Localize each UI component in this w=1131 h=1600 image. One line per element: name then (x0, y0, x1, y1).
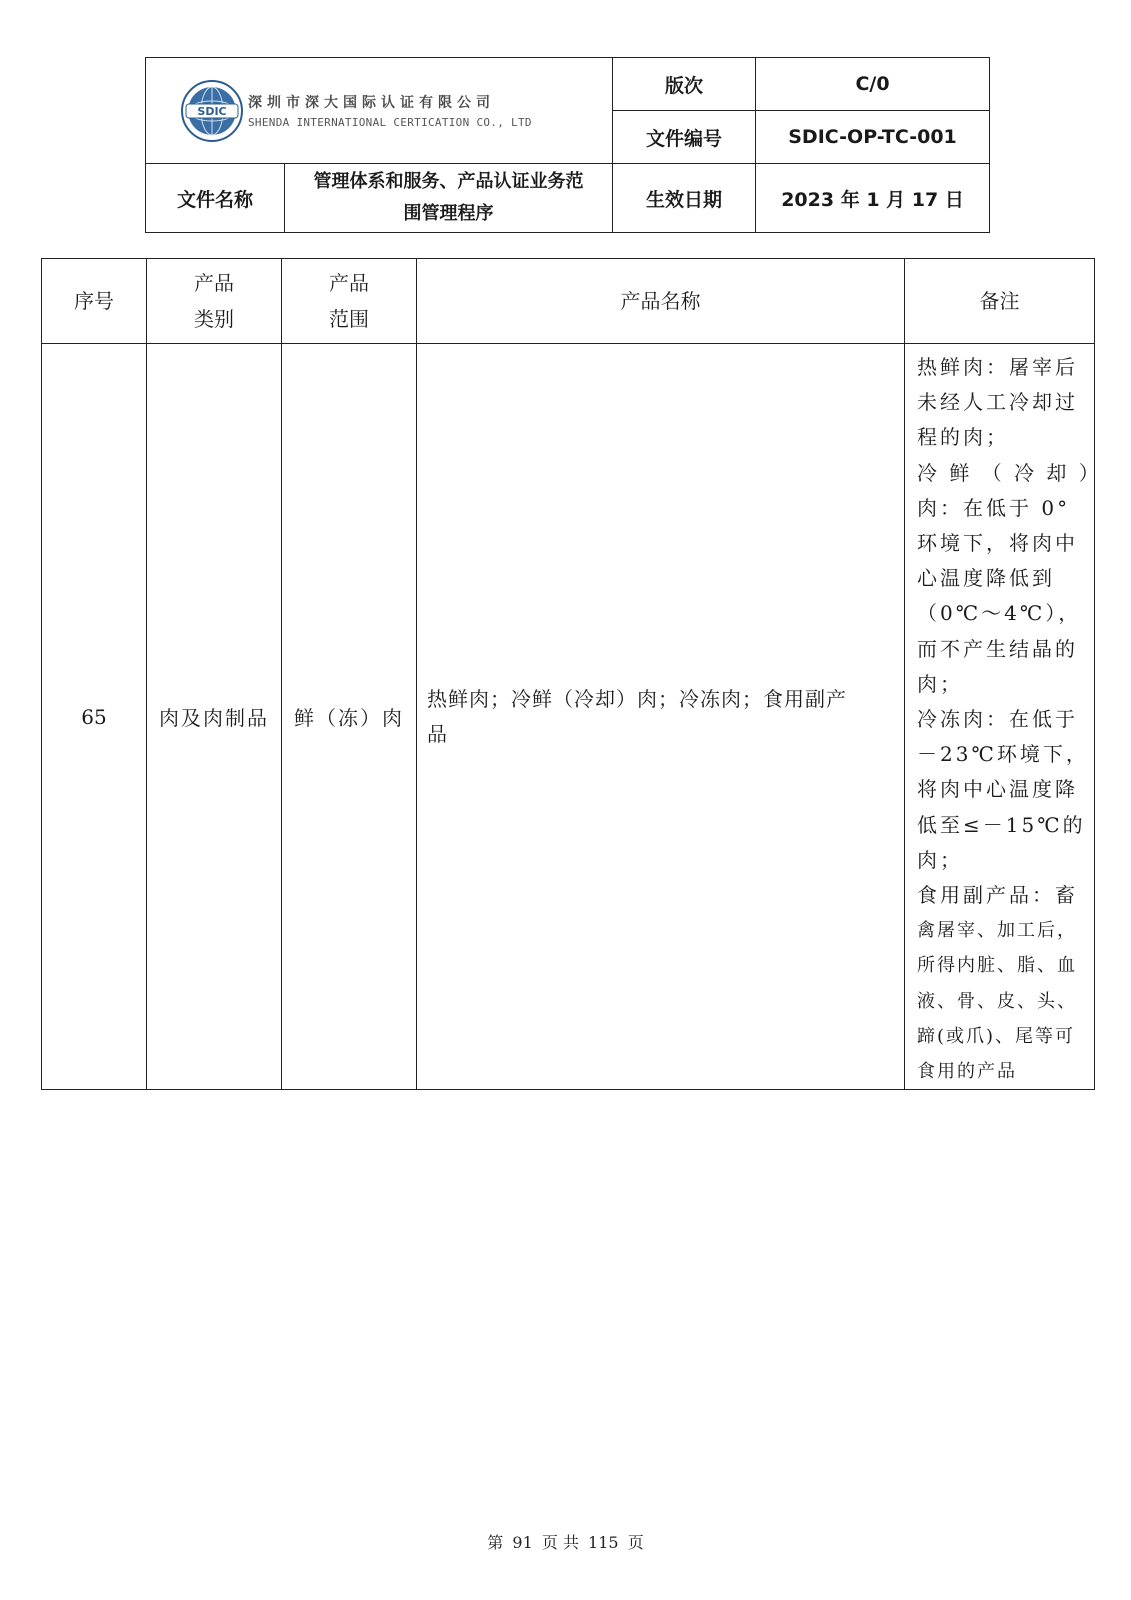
row-seq: 65 (42, 344, 147, 1090)
effective-date-value: 2023 年 1 月 17 日 (756, 164, 990, 233)
logo-text: SDIC (197, 104, 227, 118)
row-remark (905, 344, 1102, 1090)
remark-line: 环境下，将肉中 (917, 531, 1078, 556)
table-header-row (42, 259, 1095, 344)
header-scope (282, 259, 417, 344)
remark-line: 所得内脏、脂、血 (917, 955, 1077, 977)
footer-prefix: 第 (487, 1533, 504, 1552)
remark-line: 程的肉； (917, 425, 1009, 450)
remark-line: 低至≤－15℃的 (917, 812, 1086, 837)
file-name-label: 文件名称 (146, 164, 285, 233)
product-name-line-2: 品 (427, 721, 448, 746)
header-name: 产品名称 (417, 259, 905, 344)
company-logo-icon (180, 79, 244, 143)
doc-no-value: SDIC-OP-TC-001 (756, 111, 990, 164)
remark-line: 冷冻肉：在低于 (917, 707, 1078, 732)
company-name-en: SHENDA INTERNATIONAL CERTICATION CO., LTD (248, 116, 532, 129)
file-name-line-2: 围管理程序 (403, 203, 494, 224)
row-scope: 鲜（冻）肉 (282, 344, 417, 1090)
footer-suffix: 页 (627, 1533, 644, 1552)
header-seq: 序号 (42, 259, 147, 344)
remark-line: 热鲜肉：屠宰后 (917, 355, 1078, 379)
version-value: C/0 (756, 58, 990, 111)
remark-line: 禽屠宰、加工后， (917, 920, 1077, 942)
doc-no-label: 文件编号 (613, 111, 756, 164)
remark-line: 而不产生结晶的 (917, 636, 1078, 661)
remark-line: 肉； (917, 671, 963, 696)
header-category (147, 259, 282, 344)
row-product-name (417, 344, 905, 1090)
remark-line: 心温度降低到 (917, 566, 1055, 591)
header-category-line-1: 产品 (194, 271, 234, 295)
table-row (42, 344, 1095, 1090)
remark-line: 食用副产品：畜 (917, 883, 1078, 908)
document-header (145, 57, 990, 233)
effective-date-label: 生效日期 (613, 164, 756, 233)
row-category: 肉及肉制品 (147, 344, 282, 1090)
product-name-line-1: 热鲜肉；冷鲜（冷却）肉；冷冻肉；食用副产 (427, 686, 847, 711)
remark-line: 食用的产品 (917, 1061, 1017, 1083)
footer-page-number: 91 (512, 1533, 533, 1552)
remark-line: －23℃环境下， (917, 742, 1089, 767)
remark-line: 蹄(或爪)、尾等可 (917, 1025, 1076, 1047)
remark-line: 肉； (917, 847, 963, 872)
header-scope-line-2: 范围 (329, 307, 369, 331)
remark-line: （0℃～4℃）， (917, 601, 1082, 626)
file-name-line-1: 管理体系和服务、产品认证业务范 (313, 171, 584, 192)
header-category-line-2: 类别 (194, 307, 234, 331)
company-logo-cell (146, 58, 613, 164)
header-remark: 备注 (905, 259, 1095, 344)
remark-line: 将肉中心温度降 (917, 777, 1078, 802)
file-name-value (285, 164, 613, 233)
product-scope-table (41, 258, 1102, 1090)
header-scope-line-1: 产品 (329, 271, 369, 295)
footer-mid: 页 共 (541, 1533, 579, 1552)
remark-line: 未经人工冷却过 (917, 390, 1078, 415)
version-label: 版次 (613, 58, 756, 111)
page-footer (0, 1530, 1131, 1553)
company-name-cn: 深圳市深大国际认证有限公司 (248, 95, 495, 111)
remark-line: 肉：在低于 0° (917, 495, 1071, 520)
remark-line: 冷 鲜 （ 冷 却 ） (917, 460, 1102, 485)
remark-line: 液、骨、皮、头、 (917, 990, 1077, 1012)
footer-total-pages: 115 (588, 1533, 619, 1552)
